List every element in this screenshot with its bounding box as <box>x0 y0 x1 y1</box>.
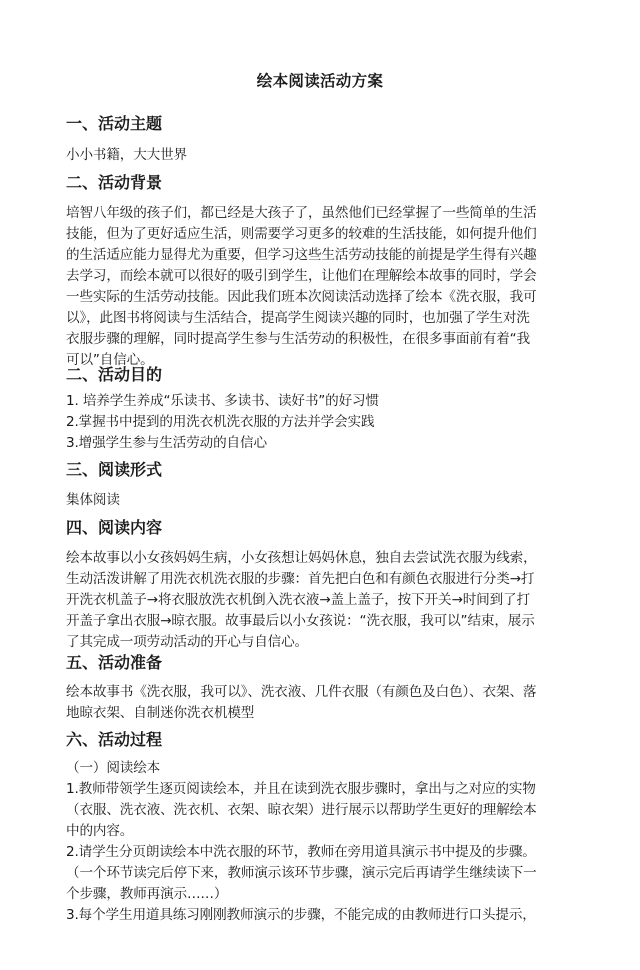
content-line: 开洗衣机盖子→将衣服放洗衣机倒入洗衣液→盖上盖子，按下开关→时间到了打 <box>66 592 530 608</box>
process-line: （一）阅读绘本 <box>66 760 161 776</box>
process-line: 个步骤，教师再演示……） <box>66 886 228 902</box>
process-line: 2.请学生分页朗读绘本中洗衣服的环节，教师在旁用道具演示书中提及的步骤。 <box>66 844 536 860</box>
section-heading-form: 三、阅读形式 <box>66 460 163 479</box>
content-line: 绘本故事以小女孩妈妈生病，小女孩想让妈妈休息，独自去尝试洗衣服为线索， <box>66 550 537 566</box>
form-text: 集体阅读 <box>66 492 120 508</box>
section-heading-content: 四、阅读内容 <box>66 518 163 537</box>
background-line: 以》，此图书将阅读与生活结合，提高学生阅读兴趣的同时，也加强了学生对洗 <box>66 310 530 326</box>
section-heading-process: 六、活动过程 <box>66 730 163 749</box>
background-line: 可以”自信心。 <box>66 352 154 368</box>
document-title: 绘本阅读活动方案 <box>256 72 384 90</box>
section-heading-theme: 一、活动主题 <box>66 114 163 133</box>
section-heading-background: 二、活动背景 <box>66 173 163 192</box>
theme-text: 小小书籍，大大世界 <box>66 147 187 163</box>
purpose-item: 3.增强学生参与生活劳动的自信心 <box>66 435 267 451</box>
section-heading-purpose: 二、活动目的 <box>66 365 163 384</box>
background-line: 培智八年级的孩子们，都已经是大孩子了，虽然他们已经掌握了一些简单的生活 <box>66 205 537 221</box>
process-line: 1.教师带领学生逐页阅读绘本，并且在读到洗衣服步骤时，拿出与之对应的实物 <box>66 781 536 797</box>
process-line: 中的内容。 <box>66 823 134 839</box>
purpose-item: 1. 培养学生养成“乐读书、多读书、读好书”的好习惯 <box>66 393 379 409</box>
background-line: 衣服步骤的理解，同时提高学生参与生活劳动的积极性，在很多事面前有着“我 <box>66 331 530 347</box>
background-line: 去学习，而绘本就可以很好的吸引到学生，让他们在理解绘本故事的同时，学会 <box>66 268 537 284</box>
background-line: 技能，但为了更好适应生活，则需要学习更多的较难的生活技能，如何提升他们 <box>66 226 537 242</box>
process-line: （一个环节读完后停下来，教师演示该环节步骤，演示完后再请学生继续读下一 <box>66 865 537 881</box>
background-line: 的生活适应能力显得尤为重要，但学习这些生活劳动技能的前提是学生得有兴趣 <box>66 247 537 263</box>
preparation-line: 绘本故事书《洗衣服，我可以》、洗衣液、几件衣服（有颜色及白色）、衣架、落 <box>66 684 537 700</box>
purpose-item: 2.掌握书中提到的用洗衣机洗衣服的方法并学会实践 <box>66 414 375 430</box>
content-line: 了其完成一项劳动活动的开心与自信心。 <box>66 634 308 650</box>
preparation-line: 地晾衣架、自制迷你洗衣机模型 <box>66 705 255 721</box>
content-line: 生动活泼讲解了用洗衣机洗衣服的步骤：首先把白色和有颜色衣服进行分类→打 <box>66 571 535 587</box>
background-line: 一些实际的生活劳动技能。因此我们班本次阅读活动选择了绘本《洗衣服，我可 <box>66 289 537 305</box>
content-line: 开盖子拿出衣服→晾衣服。故事最后以小女孩说：“洗衣服，我可以”结束，展示 <box>66 613 535 629</box>
section-heading-preparation: 五、活动准备 <box>66 653 163 672</box>
process-line: 3.每个学生用道具练习刚刚教师演示的步骤，不能完成的由教师进行口头提示， <box>66 907 536 923</box>
process-line: （衣服、洗衣液、洗衣机、衣架、晾衣架）进行展示以帮助学生更好的理解绘本 <box>66 802 537 818</box>
